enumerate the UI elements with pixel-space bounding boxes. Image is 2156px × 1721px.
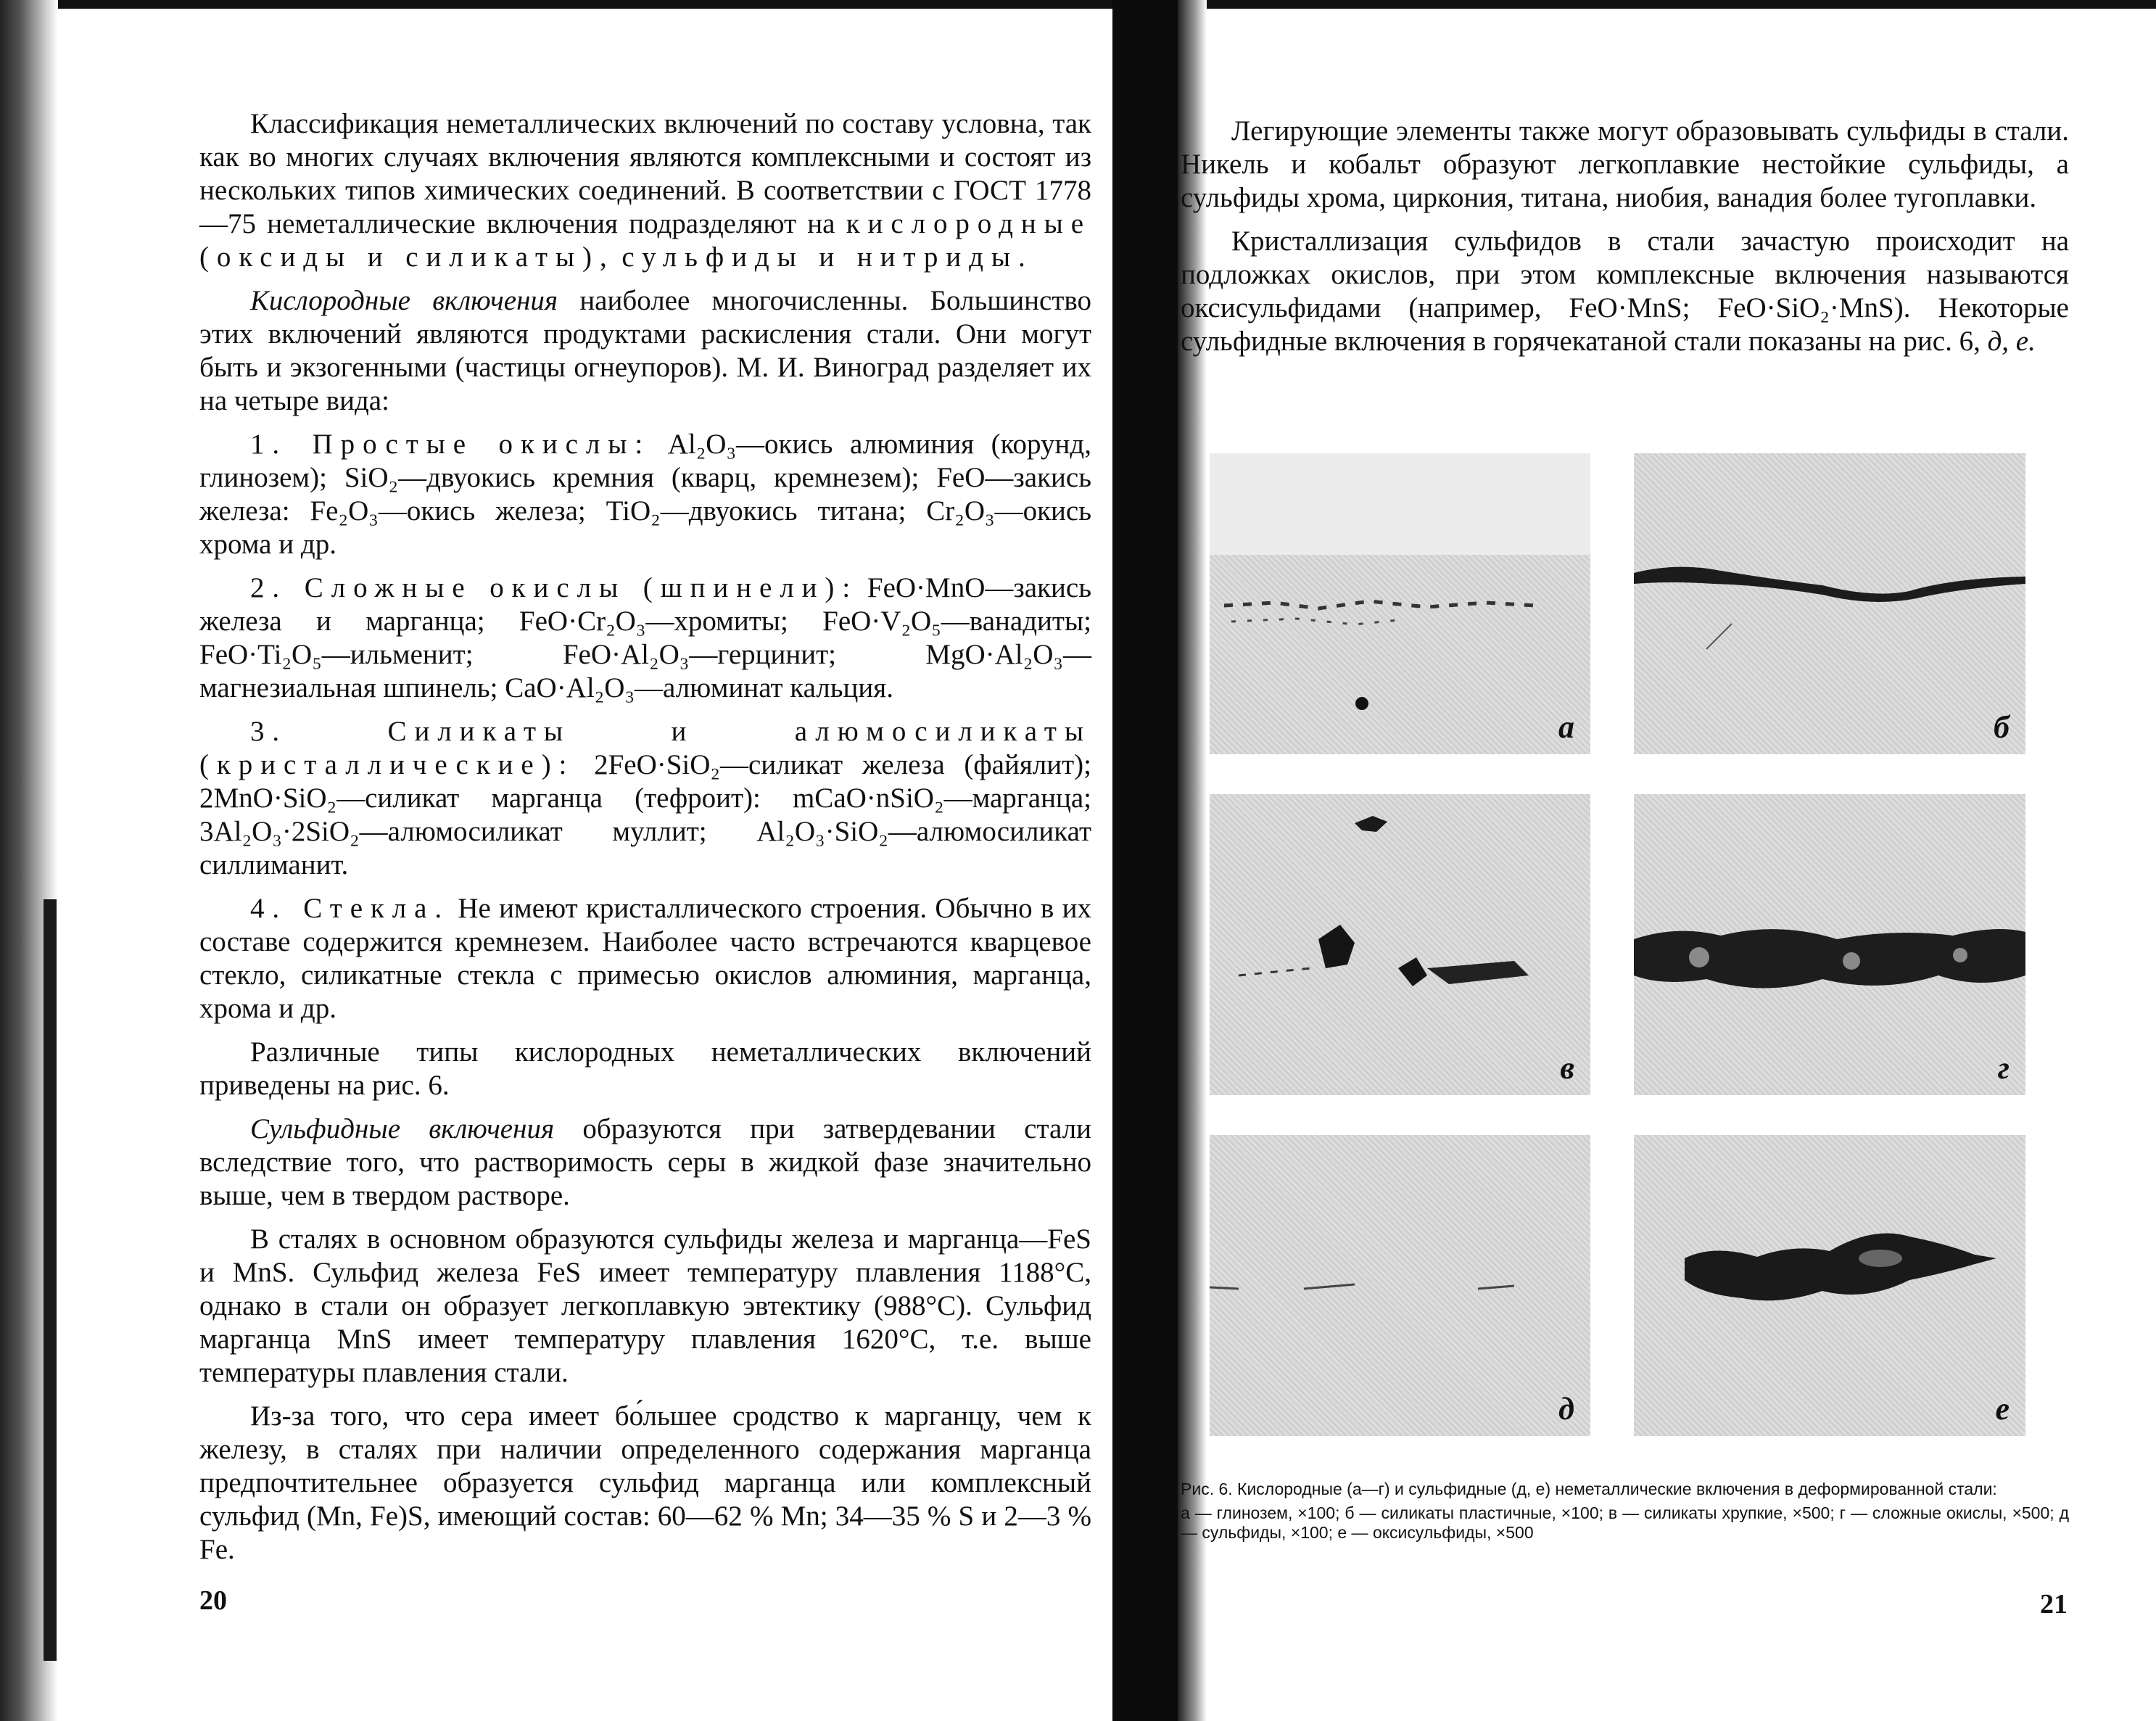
micrograph-e-inclusion [1685,1234,1996,1301]
micrograph-a [1210,453,1590,754]
micrograph-v [1210,794,1590,1095]
micrograph-g [1634,794,2025,1095]
micrograph-a-stringer [1224,601,1536,608]
micrograph-e-core [1859,1250,1902,1267]
micrograph-d-art [1210,1135,1590,1436]
micrograph-g-void [1689,947,1709,967]
list-item-complex-oxides [199,571,1091,705]
figure-reference: д, е. [1987,326,2036,357]
figure-label-d: д [1558,1391,1574,1427]
micrograph-e-art [1634,1135,2025,1436]
paragraph-sulfide-inclusions [199,1113,1091,1213]
left-page [199,107,1091,1577]
micrograph-v-fragment-2 [1318,925,1355,968]
micrograph-v-art [1210,794,1590,1095]
scan-top-edge [0,0,2156,9]
micrograph-v-fragment-4 [1427,961,1529,984]
list-item-text: FeO·MnO—закись железа и марганца; FeO·Cr₂O₃—хромиты; FeO·V₂O₅—ванадиты; FeO·Ti₂O₅—ильменит; FeO·Al₂O₃—герцинит; MgO·Al₂O₃—магнезиальная шпинель; CaO·Al₂O₃—алюминат кальция. [199,572,1091,703]
micrograph-e [1634,1135,2025,1436]
paragraph-types: Различные типы кислородных неметаллических включений приведены на рис. 6. [199,1036,1091,1101]
list-item-text: Al₂O₃—окись алюминия (корунд, глинозем); SiO₂—двуокись кремния (кварц, кремнезем); FeO—закись железа: Fe₂O₃—окись железа; TiO₂—двуокись титана; Cr₂O₃—окись хрома и др. [199,429,1091,560]
micrograph-v-fragment [1355,816,1387,832]
figure-caption-legend: а — глинозем, ×100; б — силикаты пластичные, ×100; в — силикаты хрупкие, ×500; г — сложные окислы, ×500; д — сульфиды, ×100; е — оксисульфиды, ×500 [1181,1503,2069,1542]
paragraph-classification [199,107,1091,274]
page-number-left: 20 [199,1585,227,1616]
figure-caption-title: Рис. 6. Кислородные (а—г) и сульфидные (д, е) неметаллические включения в деформированной стали: [1181,1479,1997,1498]
micrograph-d-sulfide [1210,1287,1239,1289]
italic-term-oxygen: Кислородные включения [250,285,558,316]
micrograph-b [1634,453,2025,754]
paragraph-sulfur-affinity: Из-за того, что сера имеет бо́льшее сродство к марганцу, чем к железу, в сталях при наличии определенного содержания марганца предпочтительнее образуется сульфид марганца или комплексный сульфид (Mn, Fe)S, имеющий состав: 60—62 % Mn; 34—35 % S и 2—3 % Fe. [199,1400,1091,1565]
figure-label-b: б [1994,709,2010,745]
paragraph-oxygen-inclusions [199,284,1091,418]
book-gutter [1112,0,1178,1721]
list-item-text: 2FeO·SiO₂—силикат железа (файялит); 2MnO·SiO₂—силикат марганца (тефроит): mCaO·nSiO₂—марганца; 3Al₂O₃·2SiO₂—алюмосиликат муллит; Al₂O₃·SiO₂—алюмосиликат силлиманит. [199,749,1091,880]
figure-label-e: е [1995,1391,2010,1427]
spaced-term-oxygen: кислородные (оксиды и силикаты), [199,208,1092,273]
paragraph-classification-text: Классификация неметаллических включений по составу условна, так как во многих случаях включения являются комплексными и состоят из нескольких типов химических соединений. В соответствии с ГОСТ 1778—75 неметаллические включения подразделяют на [199,108,1091,239]
micrograph-d-sulfide-2 [1304,1284,1355,1289]
spaced-term-sulfides: сульфиды и нитриды. [621,242,1033,273]
paragraph-steel-sulfides: В сталях в основном образуются сульфиды железа и марганца—FeS и MnS. Сульфид железа FeS имеет температуру плавления 1188°C, однако в стали он образует легкоплавкую эвтектику (988°C). Сульфид марганца MnS имеет температуру плавления 1620°C, т.е. выше температуры плавления стали. [199,1223,1091,1388]
paragraph-crystallization-text: Кристаллизация сульфидов в стали зачастую происходит на подложках окислов, при этом комплексные включения называются оксисульфидами (например, FeO·MnS; FeO·SiO₂·MnS). Некоторые сульфидные включения в горячекатаной стали показаны на рис. 6, [1181,226,2069,357]
list-item-glasses [199,892,1091,1025]
micrograph-g-art [1634,794,2025,1095]
list-item-head: 2. Сложные окислы (шпинели): [250,572,859,603]
micrograph-b-scratch [1706,624,1732,649]
list-item-simple-oxides [199,428,1091,561]
paragraph-alloying: Легирующие элементы также могут образовывать сульфиды в стали. Никель и кобальт образуют легкоплавкие нестойкие сульфиды, а сульфиды хрома, циркония, титана, ниобия, ванадия более тугоплавки. [1181,115,2069,213]
italic-term-sulfide: Сульфидные включения [250,1113,555,1144]
list-item-head: 1. Простые окислы: [250,429,651,460]
list-item-head: 4. Стекла. [250,893,450,924]
figure-6-micrographs [1210,453,2033,1436]
paragraph-oxygen-text: Большинство этих включений являются продуктами раскисления стали. Они могут быть и экзогенными (частицы огнеупоров). М. И. Виноград разделяет их на четыре вида: [199,285,1092,416]
paragraph-crystallization [1181,225,2069,358]
micrograph-g-void-3 [1953,948,1967,962]
micrograph-a-bright-band [1210,453,1590,555]
micrograph-d [1210,1135,1590,1436]
paragraph-oxygen-lead: наиболее многочисленны. [579,285,909,316]
micrograph-b-inclusion [1634,567,2025,602]
right-page [1181,115,2069,368]
list-item-silicates [199,715,1091,882]
micrograph-d-sulfide-3 [1478,1286,1514,1289]
figure-label-g: г [1997,1050,2010,1086]
page-number-right: 21 [2040,1589,2068,1619]
figure-caption [1181,1479,2069,1547]
scan-left-edge [0,0,58,1721]
micrograph-g-void-2 [1843,952,1860,970]
list-item-head: 3. Силикаты и алюмосиликаты (кристаллические): [199,716,1091,780]
micrograph-a-particle [1355,697,1368,710]
paragraph-sulfide-text: образуются при затвердевании стали вследствие того, что растворимость серы в жидкой фазе значительно выше, чем в твердом растворе. [199,1113,1091,1211]
micrograph-a-art [1210,453,1590,754]
list-item-text: Не имеют кристаллического строения. Обычно в их составе содержится кремнезем. Наиболее часто встречаются кварцевое стекло, силикатные стекла с примесью окислов алюминия, марганца, хрома и др. [199,893,1092,1024]
micrograph-v-trail [1239,968,1311,975]
figure-label-v: в [1560,1050,1574,1086]
micrograph-b-art [1634,453,2025,754]
micrograph-a-stringer-2 [1231,619,1398,624]
scan-edge-stripe [44,899,57,1661]
micrograph-v-fragment-3 [1398,957,1427,986]
figure-label-a: а [1558,709,1574,745]
